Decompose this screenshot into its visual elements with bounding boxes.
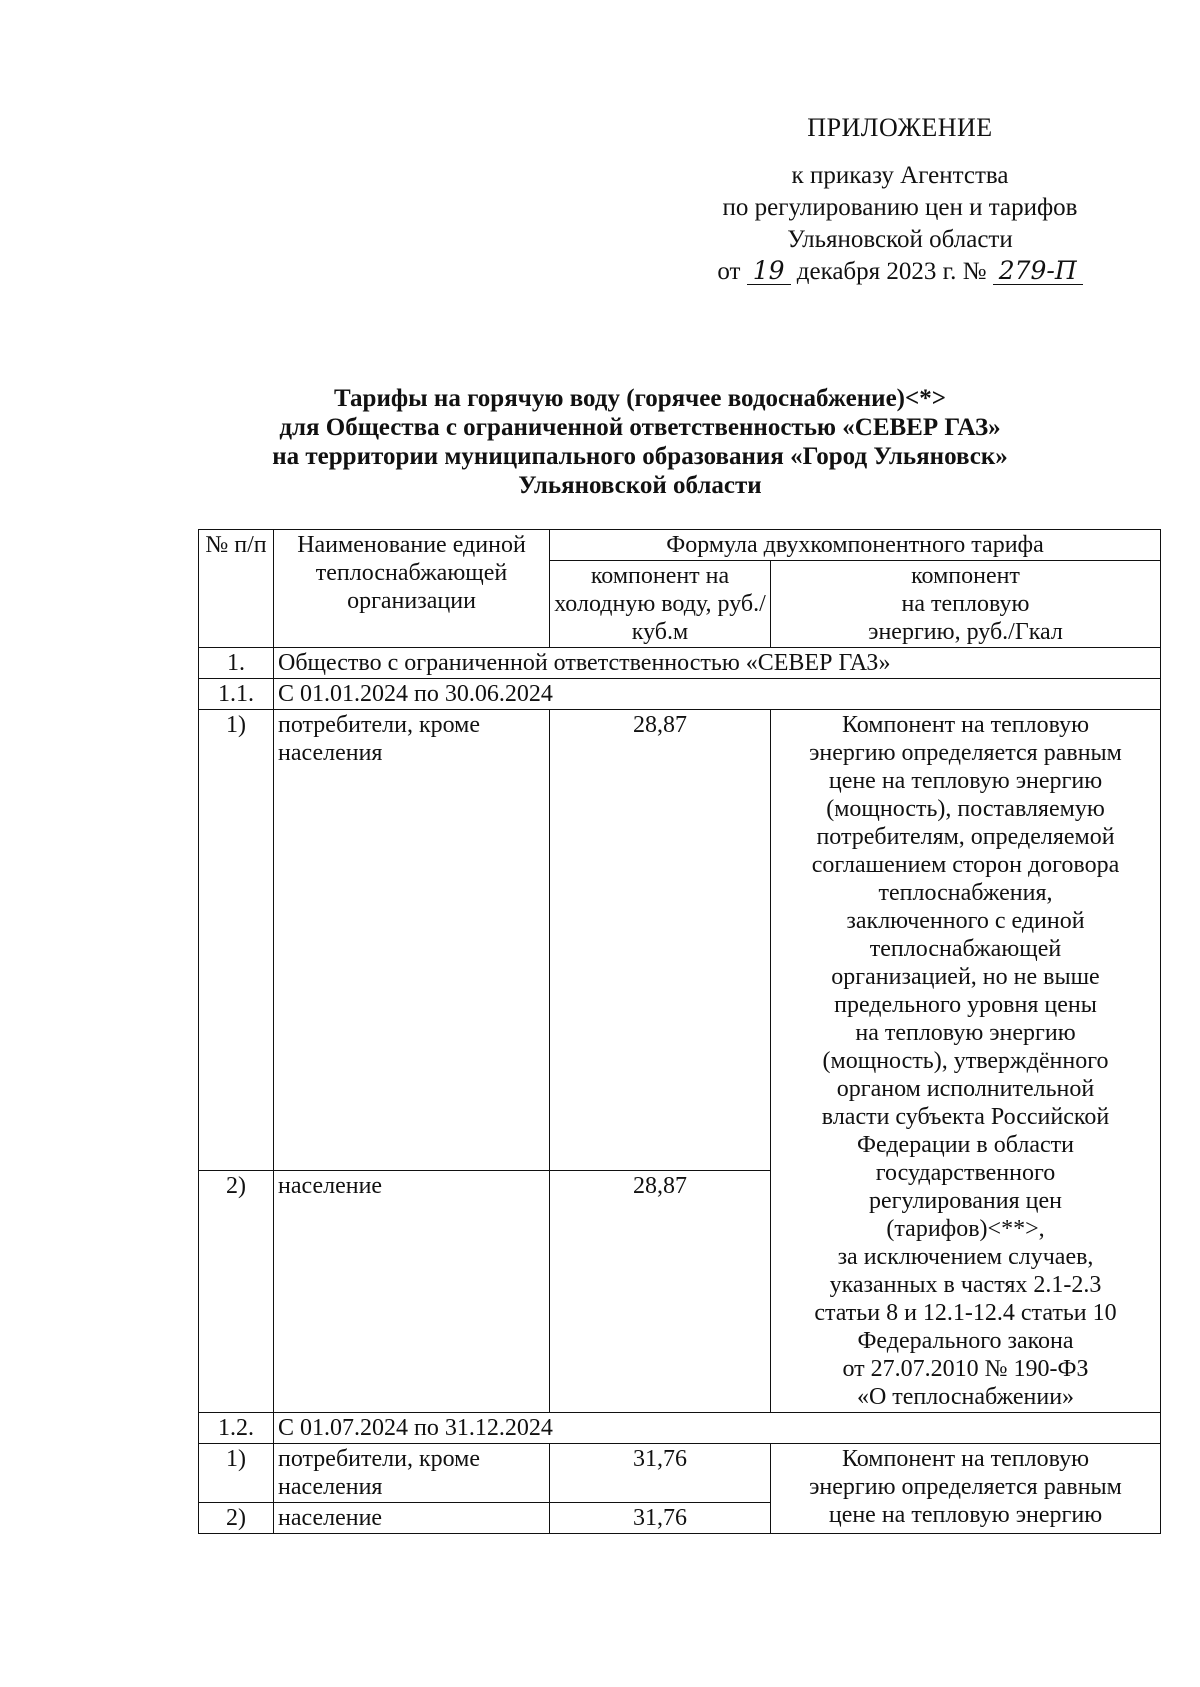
document-title — [190, 384, 1090, 500]
period-label: С 01.01.2024 по 30.06.2024 — [274, 679, 1161, 710]
consumer-name: потребители, кроме населения — [274, 1444, 550, 1503]
heat-note-line: Компонент на тепловую — [841, 712, 1090, 738]
heat-note-line: от 27.07.2010 № 190-ФЗ — [842, 1356, 1089, 1382]
heat-note-line: на тепловую энергию — [855, 1020, 1076, 1046]
heat-note-line: Федерации в области — [857, 1132, 1074, 1158]
heat-note — [771, 1444, 1161, 1534]
row-num: 1. — [199, 648, 274, 679]
title-line: на территории муниципального образования «Город Ульяновск» — [272, 443, 1008, 470]
handwritten-day: 19 — [747, 258, 791, 285]
title-line: Тарифы на горячую воду (горячее водоснабжение)<*> — [334, 385, 946, 412]
heat-note-line: указанных в частях 2.1-2.3 — [829, 1272, 1102, 1298]
heat-note-line: регулирования цен — [869, 1188, 1062, 1214]
consumer-name: население — [274, 1503, 550, 1534]
header-heat-line: энергию, руб./Гкал — [868, 619, 1063, 645]
header-cold-component: компонент на холодную воду, руб./куб.м — [550, 561, 771, 648]
period-row — [199, 679, 1161, 710]
tariff-table — [198, 529, 1161, 1534]
row-num: 2) — [199, 1503, 274, 1534]
cold-value: 28,87 — [550, 1170, 771, 1412]
heat-note-line: государственного — [875, 1160, 1056, 1186]
row-num: 1.1. — [199, 679, 274, 710]
heat-note-line: статьи 8 и 12.1-12.4 статьи 10 — [814, 1300, 1117, 1326]
heat-note-line: Федерального закона — [857, 1328, 1074, 1354]
annex-block — [690, 112, 1110, 288]
cold-value: 31,76 — [550, 1503, 771, 1534]
org-row — [199, 648, 1161, 679]
heat-note-line: (мощность), поставляемую — [826, 796, 1105, 822]
heat-note-line: энергию определяется равным — [809, 1474, 1122, 1500]
heat-note-line: «О теплоснабжении» — [856, 1384, 1075, 1410]
heat-note-line: соглашением сторон договора — [811, 852, 1120, 878]
heat-note-line: органом исполнительной — [836, 1076, 1095, 1102]
header-heat-line: на тепловую — [901, 591, 1030, 617]
header-num: № п/п — [199, 530, 274, 648]
row-num: 1) — [199, 1444, 274, 1503]
heat-note-line: Компонент на тепловую — [841, 1446, 1090, 1472]
date-middle: декабря 2023 г. № — [796, 258, 987, 285]
table-header-row — [199, 530, 1161, 561]
heat-note-line: предельного уровня цены — [834, 992, 1097, 1018]
heat-note-line: теплоснабжения, — [878, 880, 1053, 906]
heat-note-line: организацией, но не выше — [831, 964, 1100, 990]
annex-line: по регулированию цен и тарифов — [722, 194, 1078, 221]
period-label: С 01.07.2024 по 31.12.2024 — [274, 1413, 1161, 1444]
header-heat-component — [771, 561, 1161, 648]
annex-heading: ПРИЛОЖЕНИЕ — [807, 113, 993, 142]
consumer-name: население — [274, 1170, 550, 1412]
row-num: 1.2. — [199, 1413, 274, 1444]
heat-note-line: власти субъекта Российской — [821, 1104, 1110, 1130]
heat-note-line: за исключением случаев, — [837, 1244, 1094, 1270]
table-row — [199, 710, 1161, 1171]
annex-date-line — [690, 256, 1110, 288]
org-name: Общество с ограниченной ответственностью «СЕВЕР ГАЗ» — [274, 648, 1161, 679]
heat-note-line: потребителям, определяемой — [816, 824, 1115, 850]
cold-value: 28,87 — [550, 710, 771, 1171]
title-line: для Общества с ограниченной ответственностью «СЕВЕР ГАЗ» — [279, 414, 1001, 441]
period-row — [199, 1413, 1161, 1444]
heat-note-line: (тарифов)<**>, — [886, 1216, 1045, 1242]
title-line: Ульяновской области — [518, 472, 762, 499]
table-row — [199, 1444, 1161, 1503]
heat-note-line: (мощность), утверждённого — [822, 1048, 1109, 1074]
cold-value: 31,76 — [550, 1444, 771, 1503]
annex-line: Ульяновской области — [787, 226, 1013, 253]
heat-note-line: теплоснабжающей — [869, 936, 1062, 962]
row-num: 1) — [199, 710, 274, 1171]
heat-note-line: заключенного с единой — [846, 908, 1085, 934]
heat-note-line: энергию определяется равным — [809, 740, 1122, 766]
header-name: Наименование единой теплоснабжающей организации — [274, 530, 550, 648]
handwritten-order-number: 279-П — [993, 258, 1083, 285]
heat-note-line: цене на тепловую энергию — [828, 1502, 1103, 1528]
consumer-name: потребители, кроме населения — [274, 710, 550, 1171]
row-num: 2) — [199, 1170, 274, 1412]
date-prefix: от — [717, 258, 741, 285]
heat-note — [771, 710, 1161, 1413]
header-formula: Формула двухкомпонентного тарифа — [550, 530, 1161, 561]
header-heat-line: компонент — [911, 563, 1020, 589]
annex-line: к приказу Агентства — [791, 162, 1009, 189]
heat-note-line: цене на тепловую энергию — [828, 768, 1103, 794]
